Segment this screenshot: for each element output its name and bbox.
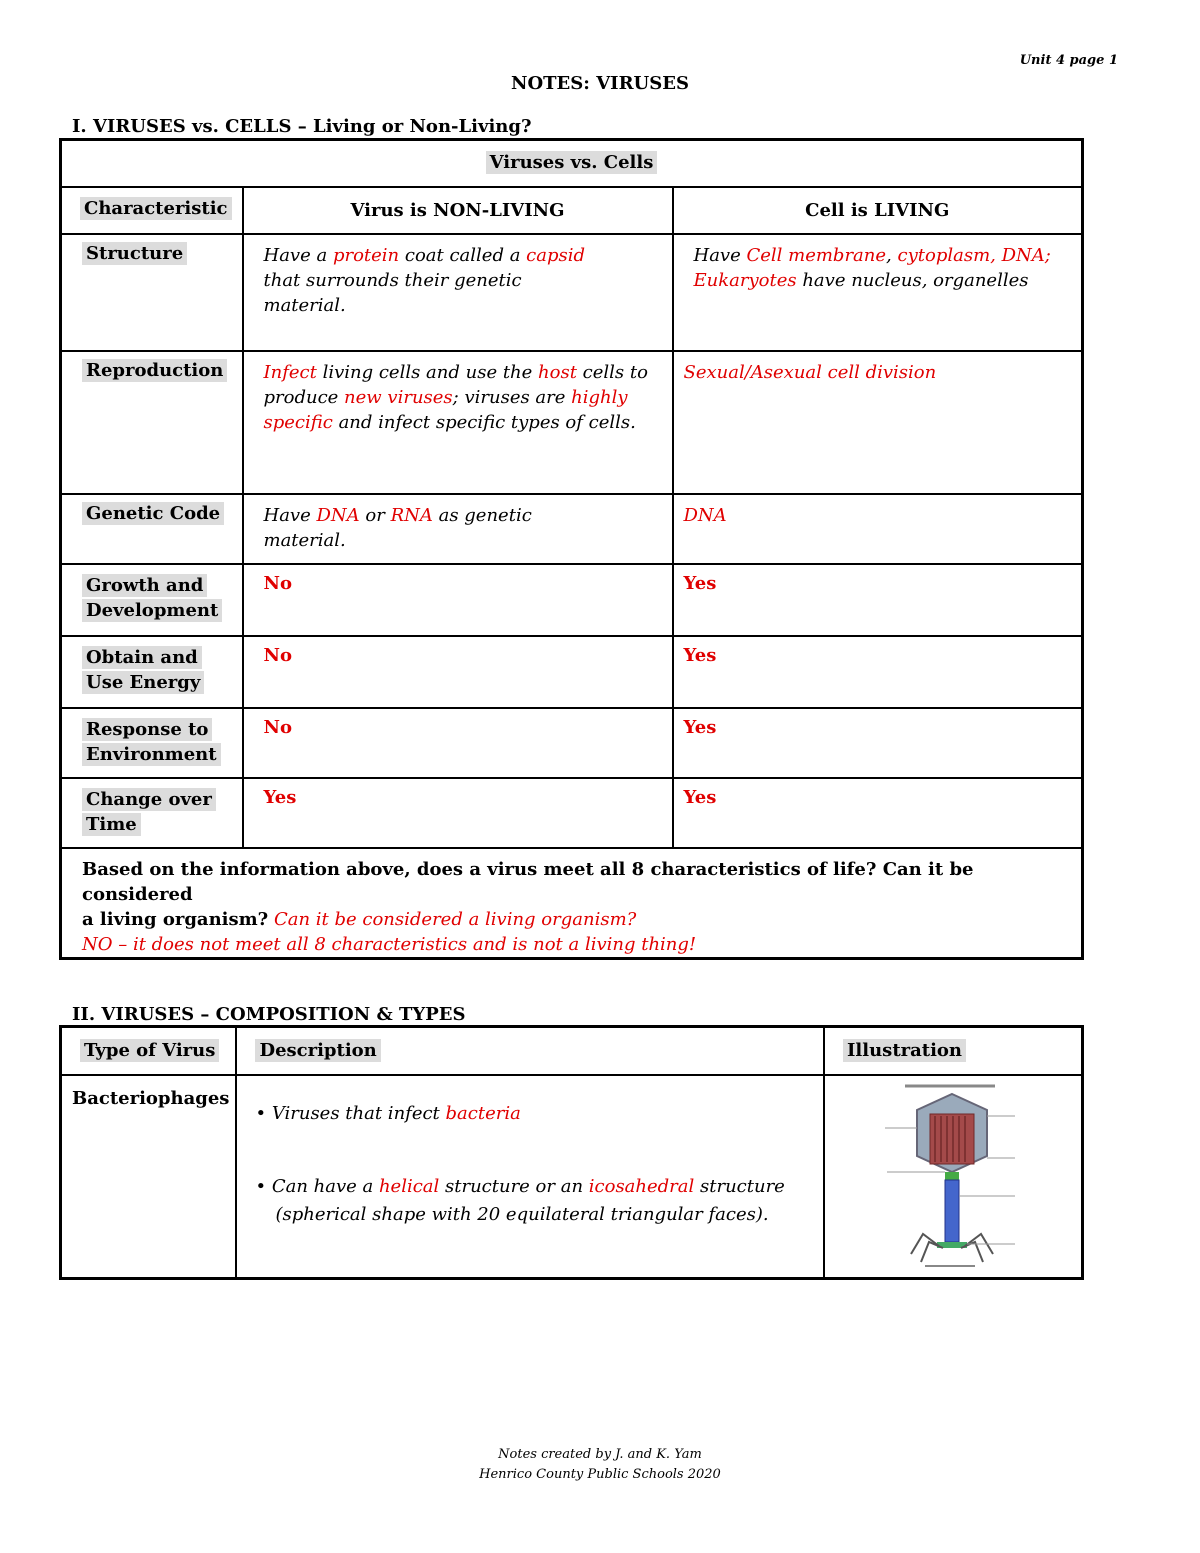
question-text: Based on the information above, does a virus meet all 8 characteristics of life? Can it be considered xyxy=(82,858,974,905)
response-virus-cell: No xyxy=(243,708,673,778)
header-cell: Cell is LIVING xyxy=(673,187,1083,234)
question-cell xyxy=(61,848,1083,959)
genetic-virus-cell xyxy=(243,494,673,564)
text: structure or an xyxy=(439,1175,589,1197)
text-red: highly xyxy=(571,386,628,408)
text-red: protein xyxy=(332,244,400,266)
text: have nucleus, organelles xyxy=(796,269,1029,291)
text: as genetic xyxy=(432,504,532,526)
section-1-heading: I. VIRUSES vs. CELLS – Living or Non-Living? xyxy=(72,116,532,137)
text: Can have a xyxy=(271,1175,379,1197)
text: coat called a xyxy=(399,244,527,266)
growth-virus-cell: No xyxy=(243,564,673,636)
row-label-change-2: Time xyxy=(82,813,141,836)
row-label-response-2: Environment xyxy=(82,743,221,766)
header-virus: Virus is NON-LIVING xyxy=(243,187,673,234)
description-cell xyxy=(236,1075,824,1279)
row-label-growth-1: Growth and xyxy=(82,574,207,597)
row-label-genetic: Genetic Code xyxy=(82,502,224,525)
text: Have xyxy=(263,504,317,526)
text: and infect specific types of cells. xyxy=(332,411,636,433)
row-label-reproduction: Reproduction xyxy=(82,359,227,382)
growth-cell-cell: Yes xyxy=(673,564,1083,636)
text-red: bacteria xyxy=(445,1102,521,1124)
structure-cell-cell xyxy=(673,234,1083,351)
text-red: helical xyxy=(378,1175,440,1197)
text: (spherical shape with 20 equilateral triangular faces). xyxy=(275,1203,769,1225)
text: Viruses that infect xyxy=(271,1102,446,1124)
header-illustration: Illustration xyxy=(843,1039,966,1062)
header-desc-cell xyxy=(236,1027,824,1075)
header-description: Description xyxy=(255,1039,380,1062)
answer-text: NO – it does not meet all 8 characteristics and is not a living thing! xyxy=(82,933,697,955)
bullet-1 xyxy=(255,1100,823,1128)
text: Have a xyxy=(263,244,333,266)
header-type-cell xyxy=(61,1027,237,1075)
text: structure xyxy=(694,1175,785,1197)
header-type: Type of Virus xyxy=(80,1039,219,1062)
dna-core xyxy=(930,1114,974,1164)
text-red: specific xyxy=(263,411,333,433)
energy-cell-cell: Yes xyxy=(673,636,1083,708)
text-red: DNA xyxy=(316,504,360,526)
row-label-energy-2: Use Energy xyxy=(82,671,204,694)
change-cell-cell: Yes xyxy=(673,778,1083,848)
collar xyxy=(945,1172,959,1180)
energy-virus-cell: No xyxy=(243,636,673,708)
text-red: Infect xyxy=(263,361,317,383)
table-title: Viruses vs. Cells xyxy=(486,151,658,174)
table-title-cell xyxy=(61,140,1083,187)
question-text-2: a living organism? xyxy=(82,908,269,930)
row-label-cell xyxy=(61,778,243,848)
row-label-cell xyxy=(61,494,243,564)
row-label-change-1: Change over xyxy=(82,788,216,811)
text: or xyxy=(359,504,391,526)
text-red: icosahedral xyxy=(588,1175,695,1197)
row-label-cell xyxy=(61,351,243,494)
text: ; viruses are xyxy=(452,386,572,408)
response-cell-cell: Yes xyxy=(673,708,1083,778)
row-label-cell xyxy=(61,564,243,636)
reproduction-cell-cell: Sexual/Asexual cell division xyxy=(673,351,1083,494)
virus-types-table xyxy=(59,1025,1084,1280)
text: , xyxy=(886,244,898,266)
row-label-energy-1: Obtain and xyxy=(82,646,202,669)
text: material. xyxy=(263,294,346,316)
text: produce xyxy=(263,386,345,408)
viruses-vs-cells-table xyxy=(59,138,1084,960)
unit-page-label: Unit 4 page 1 xyxy=(1019,53,1118,68)
row-label-cell xyxy=(61,708,243,778)
change-virus-cell: Yes xyxy=(243,778,673,848)
bullet-2 xyxy=(255,1173,823,1229)
footer-credit: Notes created by J. and K. Yam xyxy=(498,1447,702,1462)
text: living cells and use the xyxy=(316,361,539,383)
text-red: host xyxy=(538,361,577,383)
bullet-icon: • xyxy=(255,1175,267,1197)
row-label-response-1: Response to xyxy=(82,718,212,741)
text-red: RNA xyxy=(390,504,433,526)
row-label-cell xyxy=(61,636,243,708)
bacteriophage-illustration xyxy=(825,1076,1081,1272)
header-illus-cell xyxy=(824,1027,1083,1075)
section-2-heading: II. VIRUSES – COMPOSITION & TYPES xyxy=(72,1004,466,1025)
tail-sheath xyxy=(945,1180,959,1242)
genetic-cell-cell: DNA xyxy=(673,494,1083,564)
text-red: Eukaryotes xyxy=(693,269,797,291)
text-red: new viruses xyxy=(344,386,453,408)
structure-virus-cell xyxy=(243,234,673,351)
bullet-icon: • xyxy=(255,1102,267,1124)
header-characteristic: Characteristic xyxy=(80,197,232,220)
illustration-cell xyxy=(824,1075,1083,1279)
page-title: NOTES: VIRUSES xyxy=(511,73,689,94)
type-bacteriophages: Bacteriophages xyxy=(61,1075,237,1279)
row-label-structure: Structure xyxy=(82,242,187,265)
text: that surrounds their genetic xyxy=(263,269,522,291)
text-red: cytoplasm, DNA; xyxy=(897,244,1051,266)
text-red: capsid xyxy=(526,244,586,266)
row-label-growth-2: Development xyxy=(82,599,222,622)
footer-school: Henrico County Public Schools 2020 xyxy=(479,1467,721,1482)
text: material. xyxy=(263,529,346,551)
text-red: Cell membrane xyxy=(746,244,887,266)
text: Have xyxy=(693,244,747,266)
row-label-cell xyxy=(61,234,243,351)
reproduction-virus-cell xyxy=(243,351,673,494)
header-characteristic-cell xyxy=(61,187,243,234)
question-red: Can it be considered a living organism? xyxy=(268,908,637,930)
text: cells to xyxy=(576,361,648,383)
